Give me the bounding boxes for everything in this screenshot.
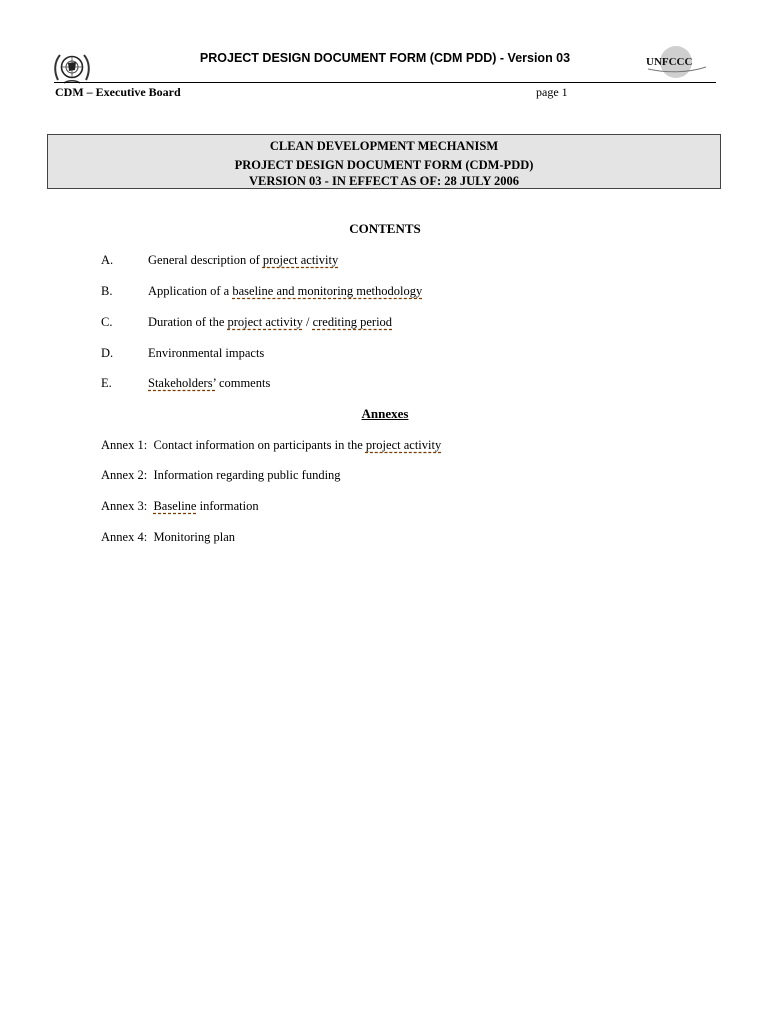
annex-label: Annex 3: <box>101 499 148 513</box>
annex-label: Annex 1: <box>101 438 148 452</box>
annex-item-4[interactable]: Annex 4: Monitoring plan <box>101 530 236 544</box>
title-banner <box>47 134 721 189</box>
toc-text[interactable]: Duration of the project activity / crediting period <box>148 315 393 329</box>
unfccc-logo <box>642 42 708 82</box>
toc-letter: D. <box>101 346 114 360</box>
annex-label: Annex 2: <box>101 468 148 482</box>
header-divider <box>54 82 716 83</box>
toc-text[interactable]: General description of project activity <box>148 253 339 267</box>
toc-text[interactable]: Application of a baseline and monitoring methodology <box>148 284 423 298</box>
contents-heading: CONTENTS <box>349 221 421 236</box>
toc-letter: C. <box>101 315 113 329</box>
annex-item-2[interactable]: Annex 2: Information regarding public funding <box>101 468 341 482</box>
toc-letter: B. <box>101 284 113 298</box>
banner-line-version: VERSION 03 - IN EFFECT AS OF: 28 JULY 2006 <box>248 174 520 188</box>
banner-line-form: PROJECT DESIGN DOCUMENT FORM (CDM-PDD) <box>234 158 534 172</box>
toc-text[interactable]: Environmental impacts <box>148 346 265 360</box>
toc-letter: A. <box>101 253 114 267</box>
toc-letter: E. <box>101 376 112 390</box>
toc-text[interactable]: Stakeholders’ comments <box>148 376 271 390</box>
page-number: page 1 <box>536 85 568 99</box>
unfccc-logo-text: UNFCCC <box>646 56 693 68</box>
annexes-heading: Annexes <box>361 406 409 421</box>
annex-item-1[interactable]: Annex 1: Contact information on participants in the project activity <box>101 438 442 452</box>
annex-item-3[interactable]: Annex 3: Baseline information <box>101 499 259 513</box>
annex-label: Annex 4: <box>101 530 148 544</box>
executive-board-label: CDM – Executive Board <box>55 85 181 99</box>
banner-line-mechanism: CLEAN DEVELOPMENT MECHANISM <box>269 139 499 153</box>
form-title: PROJECT DESIGN DOCUMENT FORM (CDM PDD) - Version 03 <box>199 51 571 65</box>
